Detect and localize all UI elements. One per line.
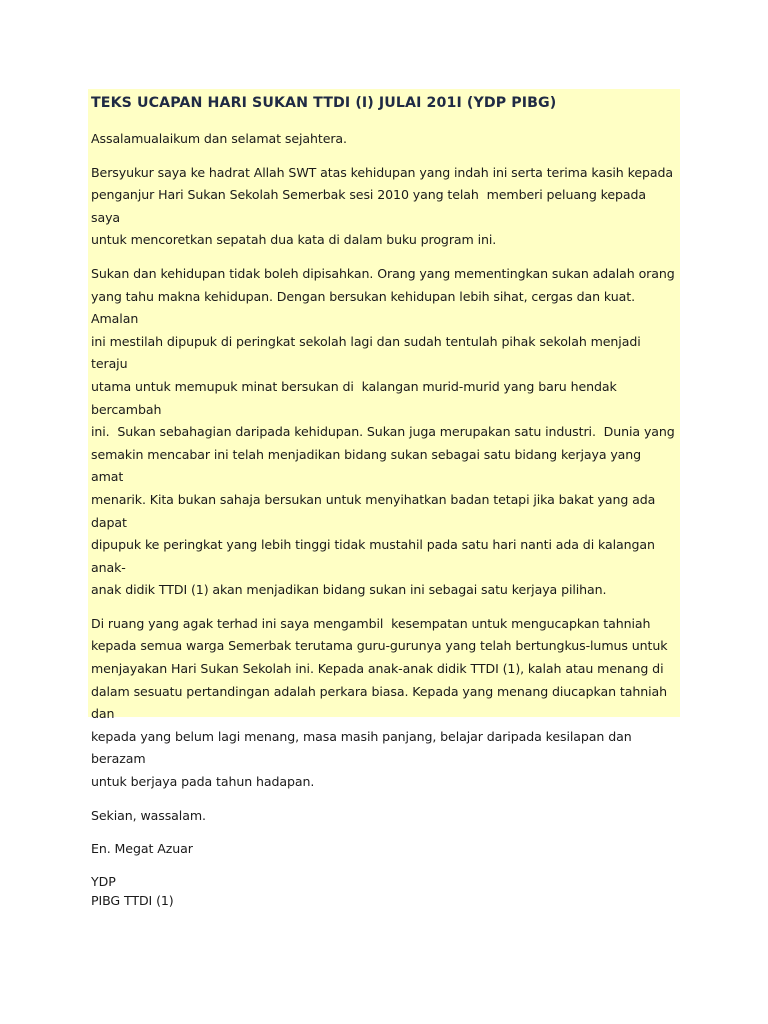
signatory-position-line-2: PIBG TTDI (1) — [91, 892, 174, 908]
speech-text — [91, 92, 677, 910]
signatory-name: En. Megat Azuar — [91, 841, 193, 857]
signatory-position-line-1: YDP — [91, 873, 116, 889]
document-title: TEKS UCAPAN HARI SUKAN TTDI (I) JULAI 201I (YDP PIBG) — [91, 95, 557, 111]
closing: Sekian, wassalam. — [91, 807, 206, 823]
paragraph-congratulations: Di ruang yang agak terhad ini saya mengambil kesempatan untuk mengucapkan tahniah kepada semua warga Semerbak terutama guru-gurunya yang telah bertungkus-lumus untuk menjayakan Hari Sukan Sekolah ini. Kepada anak-anak didik TTDI (1), kalah atau menang di dalam sesuatu pertandingan adalah perkara biasa. Kepada yang menang diucapkan tahniah dan kepada yang belum lagi menang, masa masih panjang, belajar daripada kesilapan dan berazam untuk berjaya pada tahun hadapan. — [91, 615, 668, 790]
greeting: Assalamualaikum dan selamat sejahtera. — [91, 131, 347, 146]
paragraph-gratitude: Bersyukur saya ke hadrat Allah SWT atas kehidupan yang indah ini serta terima kasih kepada penganjur Hari Sukan Sekolah Semerbak sesi 2010 yang telah memberi peluang kepada saya untuk mencoretkan sepatah dua kata di dalam buku program ini. — [91, 164, 674, 248]
paragraph-sports-and-life: Sukan dan kehidupan tidak boleh dipisahkan. Orang yang mementingkan sukan adalah orang yang tahu makna kehidupan. Dengan bersukan kehidupan lebih sihat, cergas dan kuat. Amalan ini mestilah dipupuk di peringkat sekolah lagi dan sudah tentulah pihak sekolah menjadi teraju utama untuk memupuk minat bersukan di kalangan murid-murid yang baru hendak bercambah ini. Sukan sebahagian daripada kehidupan. Sukan juga merupakan satu industri. Dunia yang semakin mencabar ini telah menjadikan bidang sukan sebagai satu bidang kerjaya yang amat menarik. Kita bukan sahaja bersukan untuk menyihatkan badan tetapi jika bakat yang ada dapat dipupuk ke peringkat yang lebih tinggi tidak mustahil pada satu hari nanti ada di kalangan anak- anak didik TTDI (1) akan menjadikan bidang sukan ini sebagai satu kerjaya pilihan. — [91, 265, 675, 598]
